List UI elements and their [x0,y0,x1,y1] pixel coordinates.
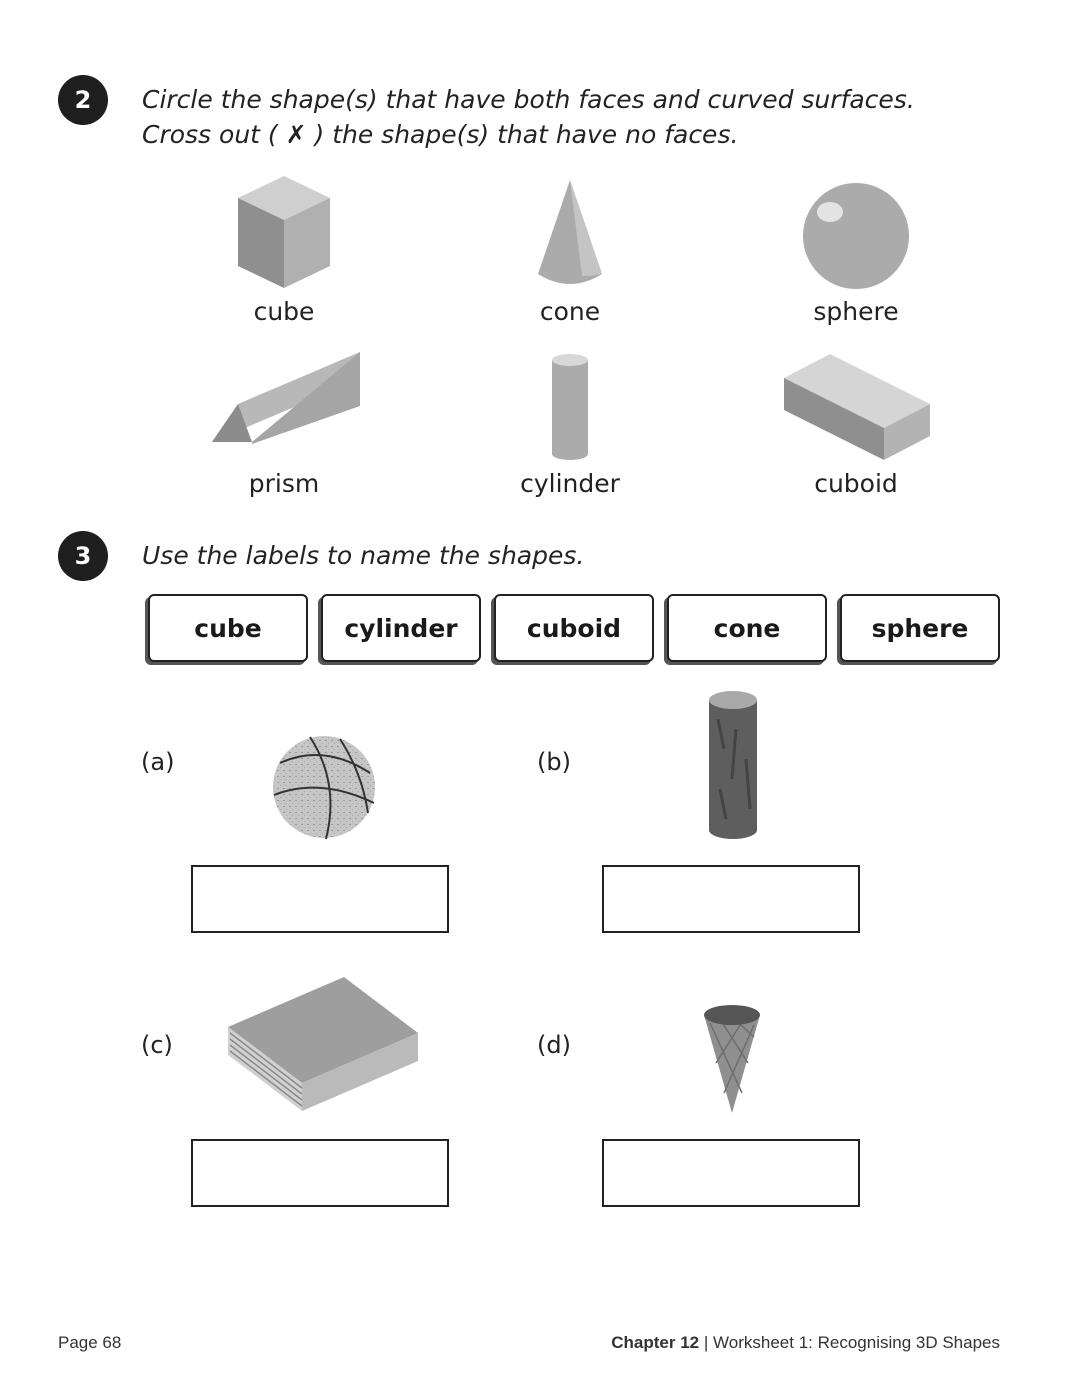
cylinder-icon [548,352,592,462]
shape-label-cuboid: cuboid [814,469,898,498]
cuboid-icon [778,352,934,462]
worksheet-title: Worksheet 1: Recognising 3D Shapes [713,1333,1000,1352]
cube-icon [224,172,344,292]
part-c-letter: (c) [141,1031,173,1059]
shape-label-prism: prism [248,469,320,498]
label-card-cylinder[interactable]: cylinder [321,594,481,662]
shape-label-sphere: sphere [813,297,899,326]
label-card-cube[interactable]: cube [148,594,308,662]
log-icon [706,689,760,841]
question-2-number: 2 [58,75,108,125]
part-b-letter: (b) [537,748,571,776]
question-2-instruction-line-1: Circle the shape(s) that have both faces and curved surfaces. [142,85,915,114]
answer-box-d[interactable] [602,1139,860,1207]
answer-box-a[interactable] [191,865,449,933]
part-d-letter: (d) [537,1031,571,1059]
page-number: Page 68 [58,1333,122,1352]
book-icon [226,975,420,1115]
label-card-cuboid[interactable]: cuboid [494,594,654,662]
ice-cream-cone-icon [702,1003,762,1115]
prism-icon [204,350,364,450]
shape-label-cylinder: cylinder [520,469,620,498]
question-3-number: 3 [58,531,108,581]
cuboid-shape[interactable] [756,352,956,462]
label-card-cone[interactable]: cone [667,594,827,662]
footer-separator: | [703,1333,709,1352]
answer-box-b[interactable] [602,865,860,933]
cylinder-shape[interactable] [470,352,670,462]
label-card-sphere[interactable]: sphere [840,594,1000,662]
basketball-icon [270,733,378,841]
question-2-instruction-line-2: Cross out ( ✗ ) the shape(s) that have no faces. [142,120,739,149]
shape-label-cube: cube [253,297,315,326]
chapter-footer [611,1333,1000,1353]
cube-shape[interactable] [184,172,384,292]
answer-box-c[interactable] [191,1139,449,1207]
cone-icon [530,178,610,290]
shape-label-cone: cone [539,297,601,326]
chapter-title: Chapter 12 [611,1333,700,1352]
sphere-shape[interactable] [756,180,956,292]
part-a-letter: (a) [141,748,175,776]
sphere-icon [800,180,912,292]
cone-shape[interactable] [470,178,670,290]
prism-shape[interactable] [184,350,384,450]
question-3-instruction: Use the labels to name the shapes. [142,541,585,570]
